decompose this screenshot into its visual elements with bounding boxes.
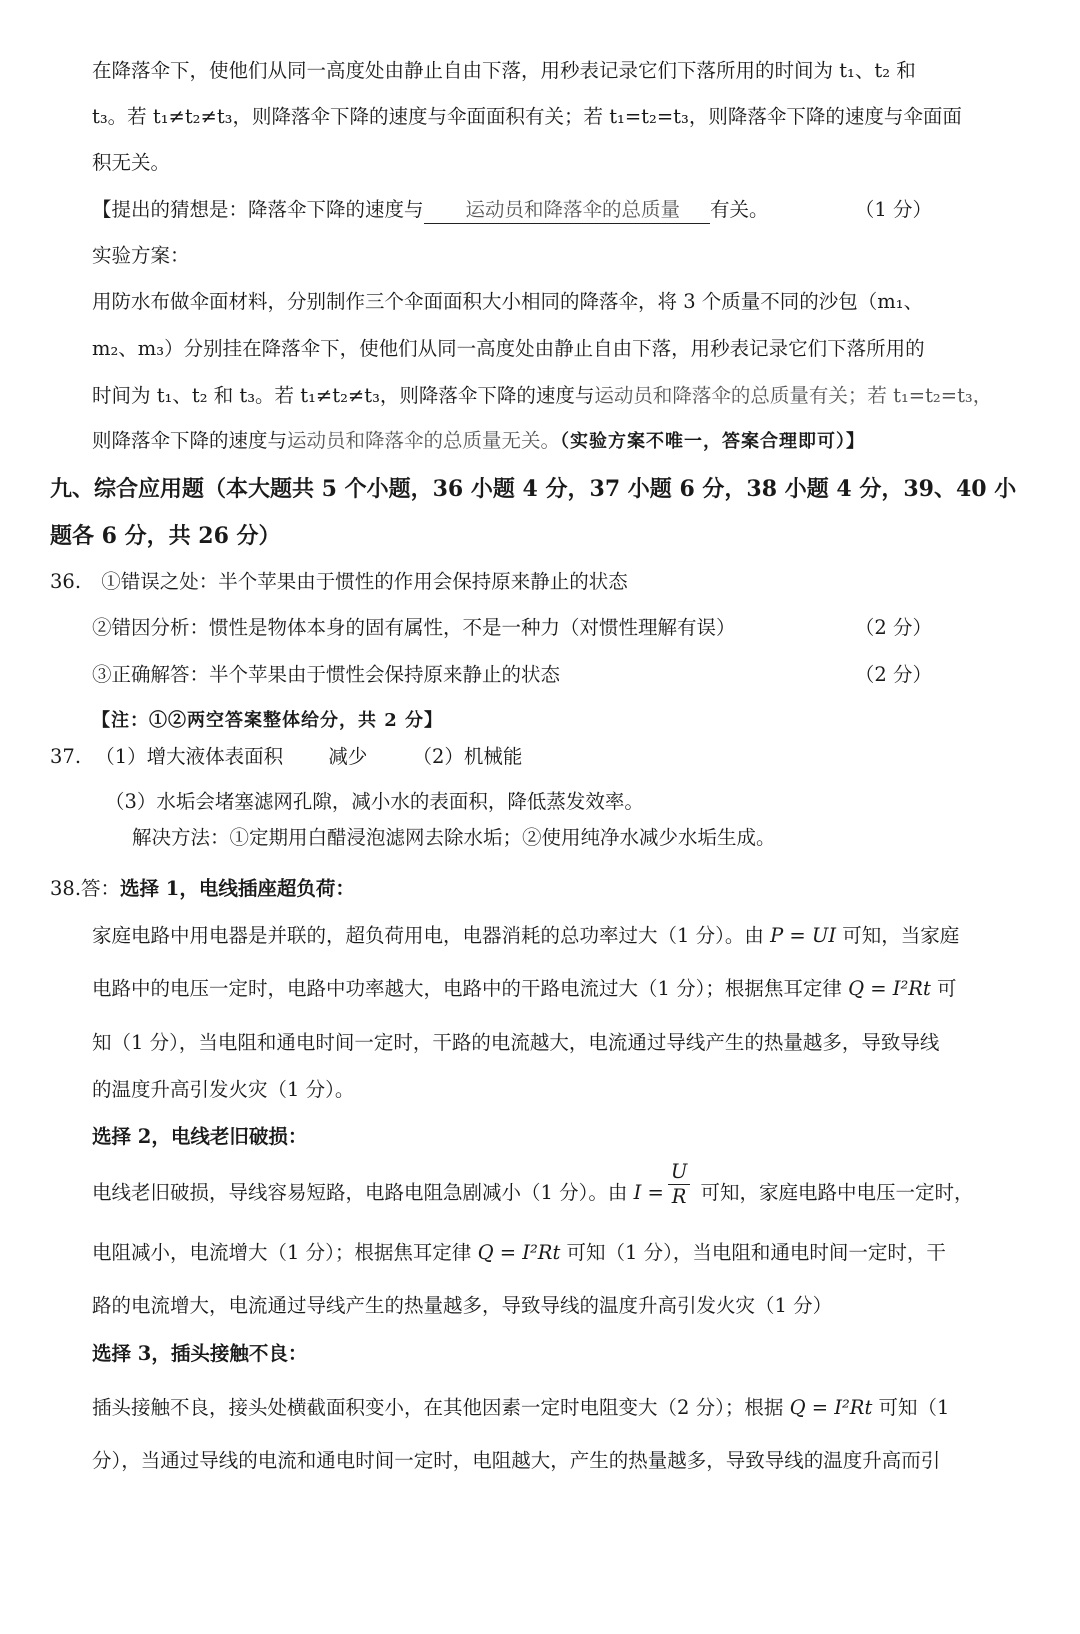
plan-line2: m₂、m₃）分别挂在降落伞下，使他们从同一高度处由静止自由下落，用秒表记录它们下落所用的 xyxy=(92,337,925,360)
q38-c1-line2-b: 可 xyxy=(937,977,957,1000)
q38-c3-line2: 分），当通过导线的电流和通电时间一定时，电阻越大，产生的热量越多，导致导线的温度升高而引 xyxy=(92,1449,941,1472)
q38-c3-line1-a: 插头接触不良，接头处横截面积变小，在其他因素一定时电阻变大（2 分）；根据 xyxy=(92,1396,784,1419)
plan-line3 xyxy=(92,383,1010,409)
q37-number: 37. xyxy=(50,745,82,768)
plan-line3-a: 时间为 t₁、t₂ 和 t₃。若 t₁≠t₂≠t₃，则降落伞下降的速度与 xyxy=(92,384,595,407)
section9-heading-line1: 九、综合应用题（本大题共 5 个小题，36 小题 4 分，37 小题 6 分，38 小题 4 分，39、40 小 xyxy=(50,476,1017,502)
formula-power: P = UI xyxy=(770,924,837,947)
guess-answer-blank: 运动员和降落伞的总质量 xyxy=(424,197,711,224)
q38-choice1-title: 选择 1，电线插座超负荷： xyxy=(120,877,355,900)
q36-answer3-score: （2 分） xyxy=(854,663,932,686)
fraction-denominator: R xyxy=(671,1185,687,1208)
q38-c2-line1-b: 可知，家庭电路中电压一定时， xyxy=(700,1181,974,1204)
q38-c2-line3: 路的电流增大，电流通过导线产生的热量越多，导致导线的温度升高引发火灾（1 分） xyxy=(92,1294,833,1317)
q38-choice2-title: 选择 2，电线老旧破损： xyxy=(92,1125,308,1148)
q38-c2-line2 xyxy=(92,1240,1010,1266)
plan-line4-note: （实验方案不唯一，答案合理即可）】 xyxy=(560,431,866,452)
q38-c3-line1 xyxy=(92,1395,1010,1421)
q36-note: 【注：①②两空答案整体给分，共 2 分】 xyxy=(92,710,444,731)
formula-ohm-lhs: I = xyxy=(633,1181,664,1204)
q38-c3-line1-b: 可知（1 xyxy=(878,1396,950,1419)
plan-line3-b: 运动员和降落伞的总质量有关；若 t₁=t₂=t₃， xyxy=(594,384,993,407)
q38-choice1-heading xyxy=(50,876,1010,902)
formula-joule: Q = I²Rt xyxy=(848,977,931,1000)
plan-line4 xyxy=(92,428,1010,455)
formula-joule-2: Q = I²Rt xyxy=(477,1241,561,1264)
q36-answer2-score: （2 分） xyxy=(854,616,932,639)
plan-line4-b: 运动员和降落伞的总质量无关。 xyxy=(287,429,561,452)
q38-c2-line2-b: 可知（1 分），当电阻和通电时间一定时，干 xyxy=(566,1241,946,1264)
guess-score: （1 分） xyxy=(854,198,932,221)
q38-c1-line4: 的温度升高引发火灾（1 分）。 xyxy=(92,1078,355,1101)
formula-joule-3: Q = I²Rt xyxy=(789,1396,873,1419)
q36-answer3: ③正确解答：半个苹果由于惯性会保持原来静止的状态 xyxy=(92,663,561,686)
para1-line1: 在降落伞下，使他们从同一高度处由静止自由下落，用秒表记录它们下落所用的时间为 t₁、t₂ 和 xyxy=(92,59,916,82)
plan-title: 实验方案： xyxy=(92,244,190,267)
fraction-numerator: U xyxy=(668,1160,690,1185)
q38-c2-line1-a: 电线老旧破损，导线容易短路，电路电阻急剧减小（1 分）。由 xyxy=(92,1181,628,1204)
q36-line3 xyxy=(92,662,1010,688)
q38-c1-line3: 知（1 分），当电阻和通电时间一定时，干路的电流越大，电流通过导线产生的热量越多，导致导线 xyxy=(92,1031,940,1054)
q38-c1-line2-a: 电路中的电压一定时，电路中功率越大，电路中的干路电流过大（1 分）；根据焦耳定律 xyxy=(92,977,842,1000)
q36-answer2: ②错因分析：惯性是物体本身的固有属性，不是一种力（对惯性理解有误） xyxy=(92,616,736,639)
q37-answer1: （1）增大液体表面积 减少 （2）机械能 xyxy=(95,745,523,768)
q38-choice3-title: 选择 3，插头接触不良： xyxy=(92,1342,308,1365)
q38-c1-line1 xyxy=(92,923,1010,949)
formula-ohm-fraction xyxy=(668,1160,690,1209)
guess-suffix: 有关。 xyxy=(710,198,769,221)
q36-number: 36. xyxy=(50,570,82,593)
q38-number: 38.答： xyxy=(50,877,121,900)
q38-c1-line1-b: 可知，当家庭 xyxy=(842,924,960,947)
guess-line xyxy=(92,197,1010,224)
q36-line1 xyxy=(50,569,1010,595)
plan-line4-a: 则降落伞下降的速度与 xyxy=(92,429,288,452)
para1-line2: t₃。若 t₁≠t₂≠t₃，则降落伞下降的速度与伞面面积有关；若 t₁=t₂=t₃，则降落伞下降的速度与伞面面 xyxy=(92,105,962,128)
q37-line1 xyxy=(50,744,1010,770)
plan-line1: 用防水布做伞面材料，分别制作三个伞面面积大小相同的降落伞，将 3 个质量不同的沙包（m₁、 xyxy=(92,290,924,313)
q38-c2-line2-a: 电阻减小，电流增大（1 分）；根据焦耳定律 xyxy=(92,1241,472,1264)
q38-c1-line2 xyxy=(92,976,1010,1002)
q37-line2: （3）水垢会堵塞滤网孔隙，减小水的表面积，降低蒸发效率。 xyxy=(105,790,644,813)
q36-line2 xyxy=(92,615,1010,641)
guess-prefix: 【提出的猜想是：降落伞下降的速度与 xyxy=(92,198,424,221)
q36-answer1: ①错误之处：半个苹果由于惯性的作用会保持原来静止的状态 xyxy=(101,570,628,593)
q38-c2-line1 xyxy=(92,1160,1010,1209)
section9-heading-line2: 题各 6 分，共 26 分） xyxy=(50,523,281,549)
q38-c1-line1-a: 家庭电路中用电器是并联的，超负荷用电，电器消耗的总功率过大（1 分）。由 xyxy=(92,924,764,947)
q37-line3: 解决方法：①定期用白醋浸泡滤网去除水垢；②使用纯净水减少水垢生成。 xyxy=(132,826,776,849)
para1-line3: 积无关。 xyxy=(92,151,171,174)
